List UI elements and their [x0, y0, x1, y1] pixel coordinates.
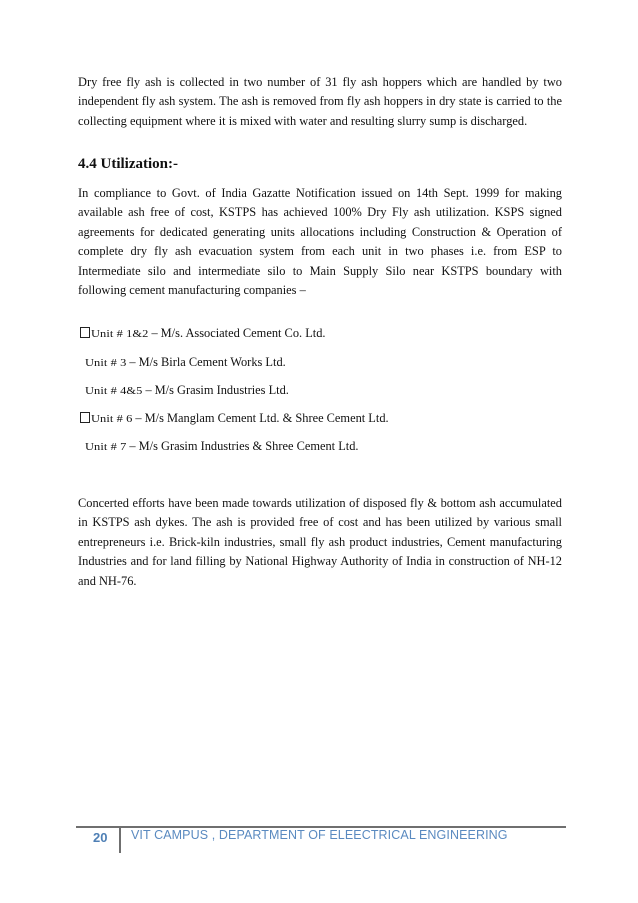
company-name: M/s Grasim Industries Ltd.	[154, 383, 289, 397]
unit-label: Unit # 3	[85, 357, 127, 369]
paragraph-ash-dyke-utilization: Concerted efforts have been made towards utilization of disposed fly & bottom ash accumulated in KSTPS ash dykes. The ash is provided free of cost and has been utilized by various small entrepreneurs i.e. Brick-kiln industries, small fly ash product industries, Cement manufacturing Industries and for land filling by National Highway Authority of India in construction of NH-12 and NH-76.	[78, 496, 562, 588]
checkbox-glyph-icon	[80, 327, 90, 338]
footer-department-text: VIT CAMPUS , DEPARTMENT OF ELEECTRICAL ENGINEERING	[131, 828, 508, 842]
page-number: 20	[93, 830, 108, 845]
list-item-unit-6	[80, 410, 389, 426]
company-name: M/s Manglam Cement Ltd. & Shree Cement Ltd.	[144, 411, 389, 425]
dash-separator: –	[129, 439, 136, 453]
list-item-unit-4-5	[85, 382, 289, 398]
company-name: M/s Grasim Industries & Shree Cement Ltd.	[138, 439, 359, 453]
unit-label: Unit # 6	[91, 413, 133, 425]
dash-separator: –	[151, 326, 158, 340]
checkbox-glyph-icon	[80, 412, 90, 423]
section-heading-utilization: 4.4 Utilization:-	[78, 156, 178, 172]
unit-label: Unit # 1&2	[91, 328, 149, 340]
dash-separator: –	[129, 355, 136, 369]
list-item-unit-7	[85, 438, 359, 454]
list-item-unit-3	[85, 354, 286, 370]
unit-label: Unit # 7	[85, 441, 127, 453]
company-name: M/s. Associated Cement Co. Ltd.	[160, 326, 326, 340]
list-item-unit-1-2	[80, 325, 326, 341]
dash-separator: –	[135, 411, 142, 425]
paragraph-utilization-compliance: In compliance to Govt. of India Gazatte Notification issued on 14th Sept. 1999 for making available ash free of cost, KSTPS has achieved 100% Dry Fly ash utilization. KSPS signed agreements for dedicated generating units allocations including Construction & Operation of complete dry fly ash evacuation system from each unit in two phases i.e. from ESP to Intermediate silo and intermediate silo to Main Supply Silo near KSTPS boundary with following cement manufacturing companies –	[78, 186, 562, 298]
unit-label: Unit # 4&5	[85, 385, 143, 397]
footer-divider	[119, 826, 121, 853]
paragraph-fly-ash-collection: Dry free fly ash is collected in two number of 31 fly ash hoppers which are handled by two independent fly ash system. The ash is removed from fly ash hoppers in dry state is carried to the collecting equipment where it is mixed with water and resulting slurry sump is discharged.	[78, 75, 562, 128]
dash-separator: –	[145, 383, 152, 397]
company-name: M/s Birla Cement Works Ltd.	[138, 355, 286, 369]
